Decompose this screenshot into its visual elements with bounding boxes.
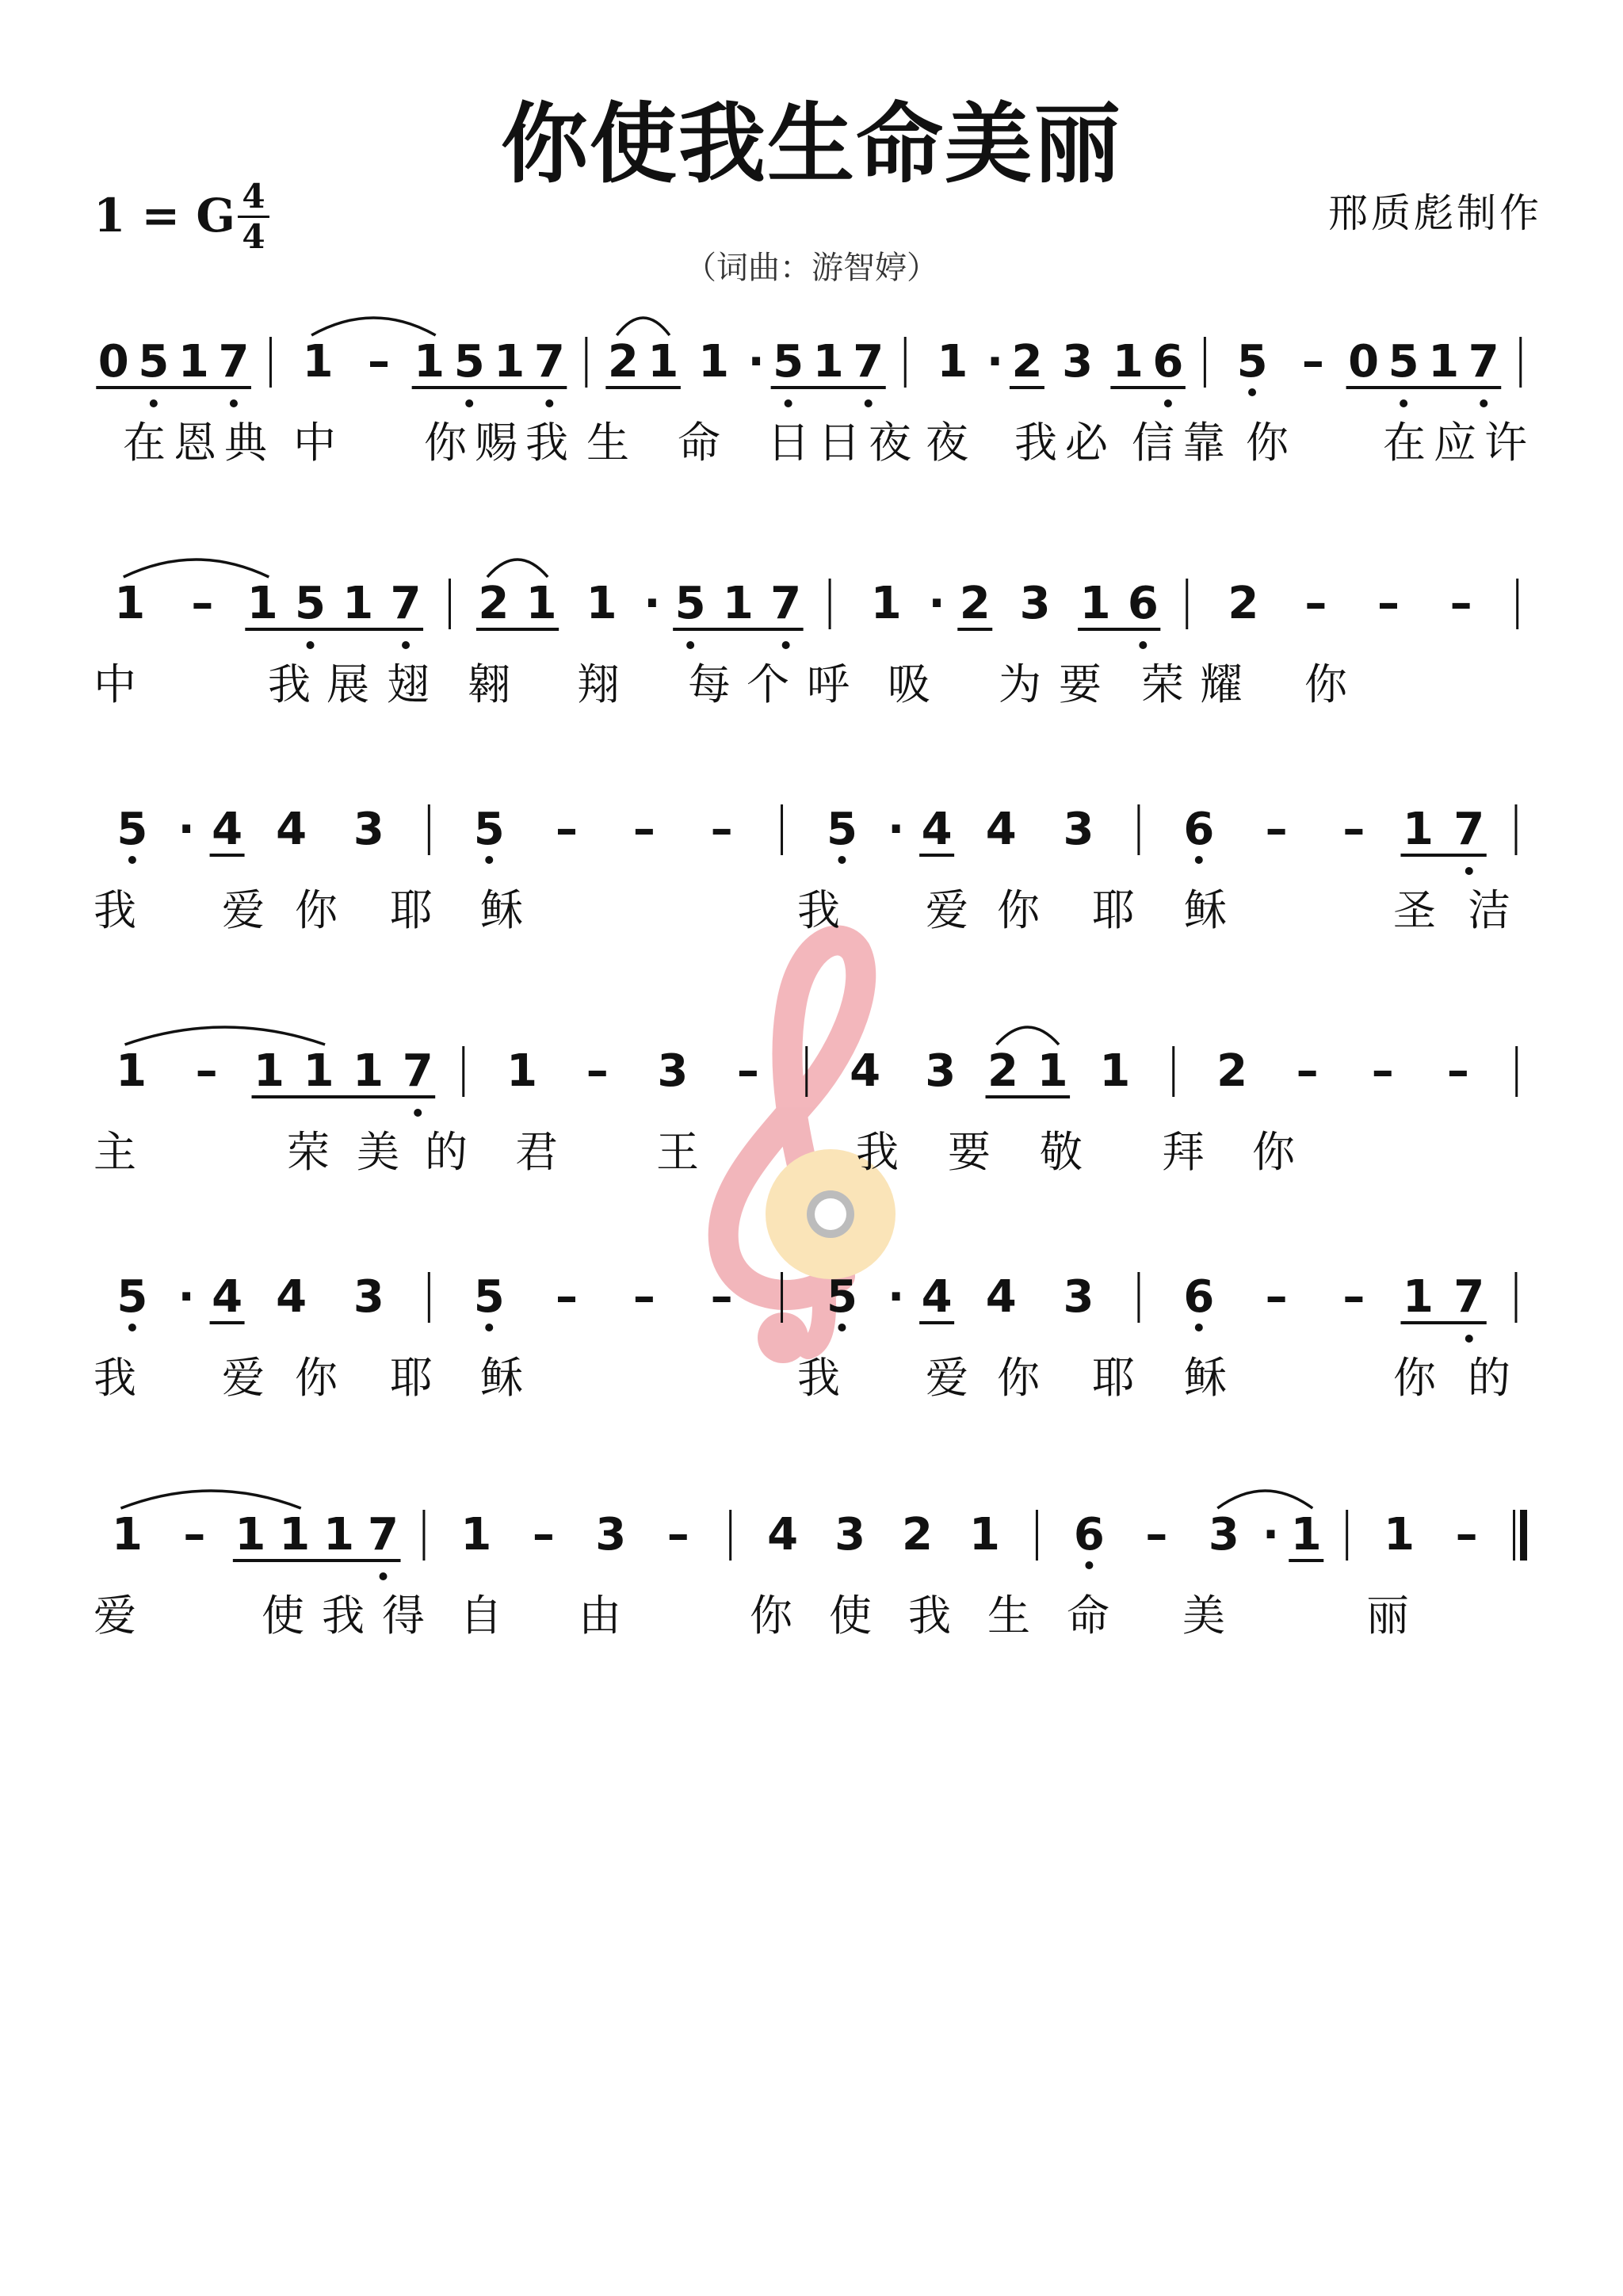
tie-arc	[1217, 1491, 1312, 1508]
low-octave-dot	[1465, 867, 1473, 875]
note-numeral: 1	[414, 336, 445, 388]
note-numeral: 1	[494, 336, 525, 388]
note-numeral: 6	[1183, 1271, 1215, 1323]
low-octave-dot	[838, 856, 846, 864]
note-numeral: 2	[1011, 336, 1043, 388]
low-octave-dot	[545, 399, 553, 407]
lyric-syllable: 翔	[577, 659, 620, 709]
tie-arc	[311, 318, 436, 335]
note-numeral: 4	[276, 1271, 307, 1323]
note-numeral: 6	[1183, 804, 1215, 855]
lyric-syllable: 的	[425, 1127, 468, 1177]
low-octave-dot	[150, 399, 158, 407]
tie-arc	[997, 1027, 1060, 1045]
note-numeral: 1	[111, 1509, 143, 1561]
lyric-syllable: 呼	[807, 659, 850, 709]
low-octave-dot	[1195, 856, 1203, 864]
low-octave-dot	[785, 399, 792, 407]
note-numeral: 3	[1208, 1509, 1239, 1561]
note-numeral: 1	[303, 1045, 334, 1097]
tie-arc	[124, 560, 269, 577]
note-numeral: 7	[1453, 804, 1485, 855]
note-numeral: 7	[1468, 336, 1499, 388]
note-numeral: 2	[1228, 578, 1259, 629]
extension-dash: –	[532, 1509, 555, 1561]
note-numeral: 1	[353, 1045, 384, 1097]
note-numeral: 1	[1037, 1045, 1068, 1097]
note-numeral: 1	[698, 336, 730, 388]
lyric-syllable: 丽	[1366, 1591, 1409, 1641]
lyric-syllable: 我	[797, 1353, 840, 1403]
note-numeral: 3	[1019, 578, 1051, 629]
lyric-syllable: 中	[94, 659, 136, 709]
extension-dash: –	[632, 804, 655, 855]
note-numeral: 5	[116, 804, 148, 855]
note-numeral: 4	[985, 1271, 1017, 1323]
extension-dash: –	[1296, 1045, 1319, 1097]
note-numeral: 1	[279, 1509, 311, 1561]
lyric-syllable: 命	[1067, 1591, 1109, 1641]
low-octave-dot	[1085, 1561, 1093, 1569]
lyric-syllable: 由	[579, 1591, 621, 1641]
extension-dash: –	[556, 804, 579, 855]
arranger-credit: 邢质彪制作	[1328, 190, 1542, 236]
note-numeral: 1	[1079, 578, 1111, 629]
augmentation-dot: ·	[643, 578, 661, 629]
note-numeral: 1	[586, 578, 617, 629]
lyric-syllable: 得	[382, 1591, 425, 1641]
note-numeral: 5	[1388, 336, 1419, 388]
lyric-syllable: 在恩典	[123, 418, 275, 468]
note-numeral: 5	[473, 804, 505, 855]
extension-dash: –	[666, 1509, 689, 1561]
augmentation-dot: ·	[888, 804, 905, 855]
low-octave-dot	[485, 1324, 493, 1331]
lyrics-music-credit: （词曲：游智婷）	[685, 250, 938, 286]
lyric-syllable: 耶	[1092, 885, 1135, 935]
tie-arc	[487, 560, 548, 577]
augmentation-dot: ·	[178, 1271, 195, 1323]
note-numeral: 1	[235, 1509, 266, 1561]
note-numeral: 7	[533, 336, 565, 388]
augmentation-dot: ·	[178, 804, 195, 855]
note-numeral: 6	[1127, 578, 1159, 629]
lyric-syllable: 爱	[222, 885, 265, 935]
note-numeral: 1	[722, 578, 754, 629]
note-numeral: 5	[295, 578, 327, 629]
note-numeral: 6	[1073, 1509, 1105, 1561]
low-octave-dot	[414, 1109, 422, 1117]
extension-dash: –	[195, 1045, 218, 1097]
note-numeral: 3	[657, 1045, 689, 1097]
note-numeral: 1	[1384, 1509, 1415, 1561]
note-numeral: 2	[478, 578, 510, 629]
note-numeral: 1	[1428, 336, 1460, 388]
time-signature-top: 4	[242, 177, 265, 216]
note-numeral: 4	[212, 1271, 243, 1323]
extension-dash: –	[586, 1045, 609, 1097]
lyric-syllable: 在应许	[1383, 418, 1535, 468]
lyric-syllable: 翱	[468, 659, 510, 709]
low-octave-dot	[1400, 399, 1407, 407]
lyric-syllable: 你	[1252, 1127, 1295, 1177]
note-numeral: 7	[770, 578, 802, 629]
lyric-syllable: 耶	[1092, 1353, 1135, 1403]
lyric-syllable: 要	[948, 1127, 991, 1177]
tie-arc	[120, 1491, 300, 1508]
note-numeral: 1	[116, 1045, 147, 1097]
lyric-syllable: 爱	[926, 1353, 968, 1403]
note-numeral: 5	[1236, 336, 1268, 388]
lyric-syllable: 的	[1468, 1353, 1510, 1403]
note-numeral: 3	[1063, 1271, 1094, 1323]
note-numeral: 1	[460, 1509, 492, 1561]
lyric-syllable: 美	[357, 1127, 399, 1177]
extension-dash: –	[1449, 578, 1472, 629]
extension-dash: –	[1342, 1271, 1365, 1323]
lyric-syllable: 自	[460, 1591, 502, 1641]
note-numeral: 0	[97, 336, 129, 388]
note-numeral: 1	[647, 336, 679, 388]
note-numeral: 5	[826, 1271, 857, 1323]
note-numeral: 7	[218, 336, 250, 388]
lyric-syllable: 吸	[888, 659, 930, 709]
lyric-syllable: 耀	[1200, 659, 1243, 709]
note-numeral: 3	[925, 1045, 957, 1097]
lyric-syllable: 我	[322, 1591, 365, 1641]
note-numeral: 3	[353, 804, 384, 855]
note-numeral: 4	[850, 1045, 881, 1097]
lyric-syllable: 稣	[480, 1353, 523, 1403]
augmentation-dot: ·	[747, 336, 765, 388]
lyric-syllable: 稣	[1184, 1353, 1227, 1403]
note-numeral: 1	[1402, 804, 1434, 855]
note-numeral: 5	[116, 1271, 148, 1323]
note-numeral: 4	[985, 804, 1017, 855]
note-numeral: 7	[853, 336, 884, 388]
note-numeral: 1	[1099, 1045, 1131, 1097]
lyric-syllable: 中	[293, 418, 336, 468]
tie-arc	[125, 1027, 326, 1045]
extension-dash: –	[1446, 1045, 1469, 1097]
note-numeral: 4	[921, 804, 953, 855]
extension-dash: –	[1455, 1509, 1478, 1561]
extension-dash: –	[710, 1271, 733, 1323]
lyric-syllable: 命	[678, 418, 720, 468]
low-octave-dot	[465, 399, 473, 407]
lyric-syllable: 为	[999, 659, 1041, 709]
low-octave-dot	[128, 1324, 136, 1331]
extension-dash: –	[1301, 336, 1324, 388]
lyric-syllable: 使	[262, 1591, 304, 1641]
note-numeral: 4	[767, 1509, 799, 1561]
low-octave-dot	[307, 641, 315, 649]
extension-dash: –	[1145, 1509, 1168, 1561]
lyric-syllable: 我	[94, 885, 136, 935]
score-system	[94, 560, 1518, 709]
lyric-syllable: 翅	[387, 659, 430, 709]
note-numeral: 4	[212, 804, 243, 855]
lyric-syllable: 你	[1393, 1353, 1436, 1403]
lyric-syllable: 稣	[480, 885, 523, 935]
lyric-syllable: 夜	[926, 418, 968, 468]
note-numeral: 3	[834, 1509, 866, 1561]
lyric-syllable: 耶	[390, 1353, 433, 1403]
lyric-syllable: 你	[295, 1353, 338, 1403]
note-numeral: 2	[959, 578, 991, 629]
low-octave-dot	[686, 641, 694, 649]
low-octave-dot	[1465, 1335, 1473, 1343]
lyric-syllable: 我	[797, 885, 840, 935]
lyric-syllable: 洁	[1468, 885, 1510, 935]
lyric-syllable: 个	[747, 659, 789, 709]
note-numeral: 1	[1290, 1509, 1322, 1561]
extension-dash: –	[710, 804, 733, 855]
lyric-syllable: 展	[327, 659, 369, 709]
tie-arc	[617, 318, 670, 335]
time-signature-bottom: 4	[242, 217, 265, 256]
extension-dash: –	[632, 1271, 655, 1323]
low-octave-dot	[1164, 399, 1172, 407]
low-octave-dot	[380, 1572, 388, 1580]
extension-dash: –	[556, 1271, 579, 1323]
lyric-syllable: 君	[515, 1127, 558, 1177]
low-octave-dot	[838, 1324, 846, 1331]
score-system	[94, 804, 1516, 935]
note-numeral: 1	[246, 578, 278, 629]
lyric-syllable: 要	[1059, 659, 1102, 709]
note-numeral: 3	[1062, 336, 1094, 388]
lyric-syllable: 每	[688, 659, 731, 709]
note-numeral: 4	[276, 804, 307, 855]
extension-dash: –	[1377, 578, 1400, 629]
note-numeral: 2	[607, 336, 639, 388]
lyric-syllable: 敬	[1040, 1127, 1083, 1177]
lyric-syllable: 你	[997, 885, 1040, 935]
augmentation-dot: ·	[986, 336, 1004, 388]
lyric-syllable: 信靠	[1132, 418, 1233, 468]
note-numeral: 0	[1348, 336, 1380, 388]
note-numeral: 1	[114, 578, 146, 629]
note-numeral: 5	[674, 578, 706, 629]
note-numeral: 1	[302, 336, 334, 388]
note-numeral: 3	[595, 1509, 627, 1561]
lyric-syllable: 生	[987, 1591, 1030, 1641]
note-numeral: 1	[1112, 336, 1144, 388]
low-octave-dot	[1480, 399, 1487, 407]
note-numeral: 2	[987, 1045, 1018, 1097]
augmentation-dot: ·	[1262, 1509, 1280, 1561]
lyric-syllable: 日日夜	[767, 418, 919, 468]
lyric-syllable: 生	[586, 418, 629, 468]
lyric-syllable: 你赐我	[424, 418, 576, 468]
note-numeral: 1	[937, 336, 968, 388]
note-numeral: 1	[969, 1509, 1000, 1561]
low-octave-dot	[402, 641, 410, 649]
low-octave-dot	[782, 641, 790, 649]
extension-dash: –	[1265, 804, 1288, 855]
note-numeral: 3	[353, 1271, 384, 1323]
low-octave-dot	[230, 399, 238, 407]
extension-dash: –	[367, 336, 390, 388]
lyric-syllable: 美	[1182, 1591, 1225, 1641]
low-octave-dot	[485, 856, 493, 864]
note-numeral: 1	[525, 578, 557, 629]
note-numeral: 5	[826, 804, 857, 855]
lyric-syllable: 你	[295, 885, 338, 935]
lyric-syllable: 我	[268, 659, 311, 709]
lyric-syllable: 你	[1304, 659, 1347, 709]
lyric-syllable: 爱	[926, 885, 968, 935]
note-numeral: 7	[368, 1509, 399, 1561]
lyric-syllable: 拜	[1162, 1127, 1205, 1177]
lyric-syllable: 荣	[287, 1127, 330, 1177]
note-numeral: 1	[254, 1045, 285, 1097]
note-numeral: 7	[1453, 1271, 1485, 1323]
note-numeral: 5	[138, 336, 170, 388]
lyric-syllable: 你	[1246, 418, 1289, 468]
note-numeral: 2	[902, 1509, 934, 1561]
augmentation-dot: ·	[928, 578, 945, 629]
note-numeral: 4	[921, 1271, 953, 1323]
lyric-syllable: 你	[997, 1353, 1040, 1403]
lyric-syllable: 我	[94, 1353, 136, 1403]
note-numeral: 1	[178, 336, 209, 388]
lyric-syllable: 你	[750, 1591, 792, 1641]
lyric-syllable: 主	[94, 1127, 136, 1177]
lyric-syllable: 我	[908, 1591, 951, 1641]
extension-dash: –	[1265, 1271, 1288, 1323]
lyric-syllable: 圣	[1393, 885, 1436, 935]
key-signature: 1 = G	[94, 189, 235, 243]
lyric-syllable: 我必	[1014, 418, 1116, 468]
note-numeral: 5	[773, 336, 804, 388]
low-octave-dot	[1139, 641, 1147, 649]
note-numeral: 1	[1402, 1271, 1434, 1323]
extension-dash: –	[1371, 1045, 1394, 1097]
note-numeral: 1	[506, 1045, 538, 1097]
lyric-syllable: 王	[656, 1127, 699, 1177]
note-numeral: 1	[323, 1509, 355, 1561]
low-octave-dot	[865, 399, 873, 407]
augmentation-dot: ·	[888, 1271, 905, 1323]
note-numeral: 5	[473, 1271, 505, 1323]
low-octave-dot	[1248, 388, 1256, 396]
note-numeral: 7	[402, 1045, 433, 1097]
note-numeral: 3	[1063, 804, 1094, 855]
score-system	[96, 318, 1535, 468]
lyric-syllable: 耶	[390, 885, 433, 935]
extension-dash: –	[191, 578, 214, 629]
extension-dash: –	[1304, 578, 1327, 629]
low-octave-dot	[128, 856, 136, 864]
lyric-syllable: 荣	[1141, 659, 1184, 709]
note-numeral: 1	[812, 336, 844, 388]
note-numeral: 5	[453, 336, 485, 388]
score-system	[94, 1491, 1524, 1641]
low-octave-dot	[1195, 1324, 1203, 1331]
lyric-syllable: 爱	[222, 1353, 265, 1403]
note-numeral: 2	[1216, 1045, 1248, 1097]
note-numeral: 6	[1152, 336, 1184, 388]
note-numeral: 1	[342, 578, 374, 629]
note-numeral: 1	[870, 578, 902, 629]
lyric-syllable: 稣	[1184, 885, 1227, 935]
note-numeral: 7	[390, 578, 422, 629]
lyric-syllable: 使	[829, 1591, 872, 1641]
extension-dash: –	[183, 1509, 206, 1561]
lyric-syllable: 我	[856, 1127, 899, 1177]
lyric-syllable: 爱	[94, 1591, 136, 1641]
extension-dash: –	[1342, 804, 1365, 855]
song-title: 你使我生命美丽	[501, 93, 1122, 195]
extension-dash: –	[736, 1045, 759, 1097]
